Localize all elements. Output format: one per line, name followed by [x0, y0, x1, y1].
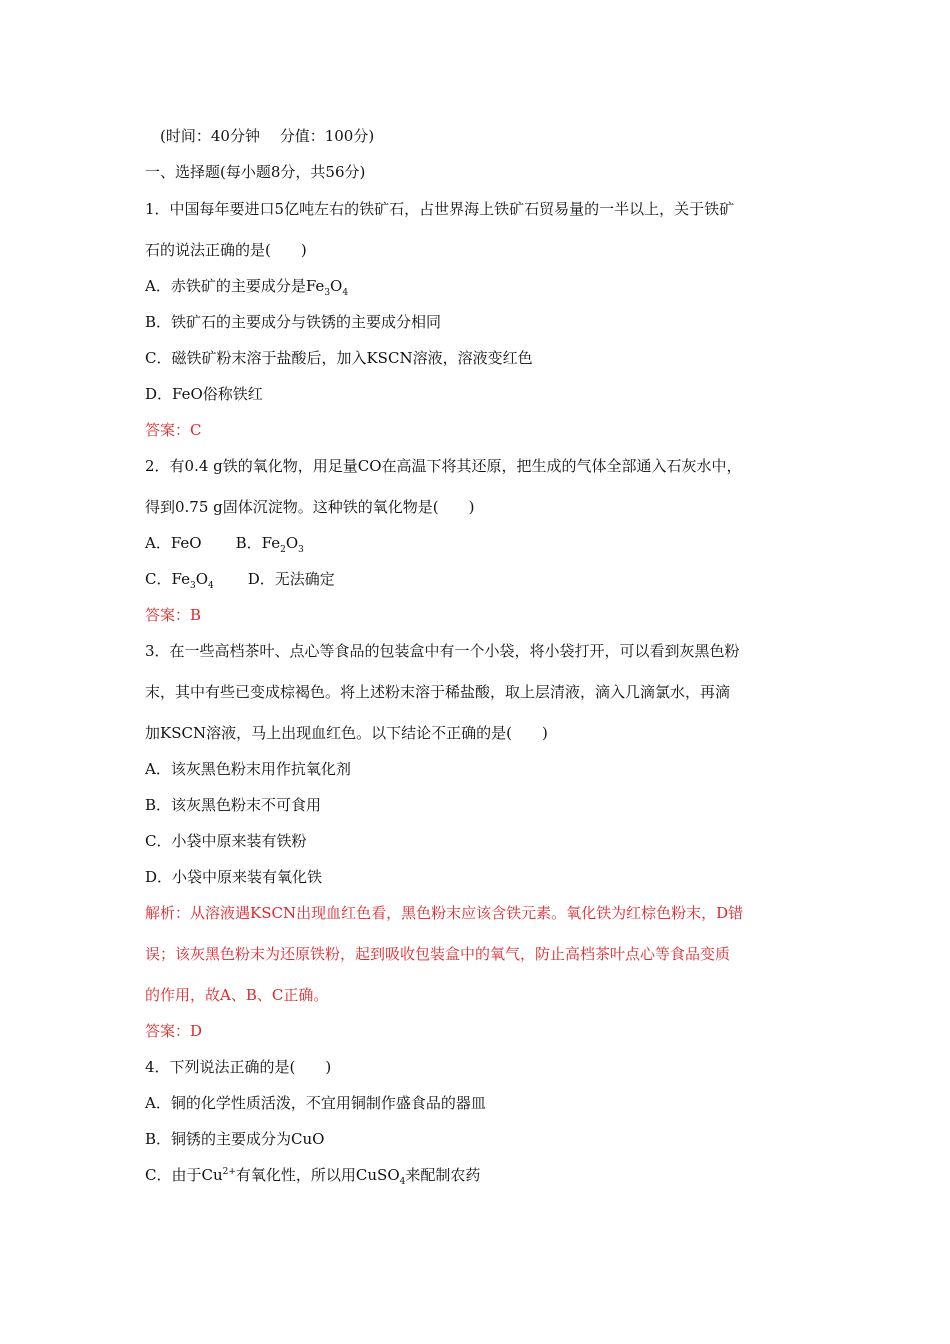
q1-answer: 答案：C	[145, 421, 202, 439]
q1-option-a-sub2: 4	[342, 288, 349, 298]
time-score-line: (时间：40分钟 分值：100分)	[160, 127, 375, 145]
q2-stem-line2: 得到0.75 g固体沉淀物。这种铁的氧化物是( )	[145, 498, 475, 516]
q2-option-b-text: B．Fe	[235, 534, 281, 552]
q3-stem-line2: 末，其中有些已变成棕褐色。将上述粉末溶于稀盐酸，取上层清液，滴入几滴氯水，再滴	[145, 683, 731, 701]
q1-option-c: C．磁铁矿粉末溶于盐酸后，加入KSCN溶液，溶液变红色	[145, 349, 533, 367]
q3-stem-line1: 3．在一些高档茶叶、点心等食品的包装盒中有一个小袋，将小袋打开，可以看到灰黑色粉	[145, 642, 740, 660]
q1-option-b: B．铁矿石的主要成分与铁锈的主要成分相同	[145, 313, 442, 331]
q1-option-a	[145, 276, 348, 296]
q4-option-a: A．铜的化学性质活泼，不宜用铜制作盛食品的器皿	[145, 1094, 486, 1112]
q4-option-c	[145, 1165, 480, 1185]
q3-option-a: A．该灰黑色粉末用作抗氧化剂	[145, 760, 351, 778]
q4-stem: 4．下列说法正确的是( )	[145, 1058, 332, 1076]
q2-option-c-sub2: 4	[208, 581, 214, 591]
q3-stem-line3: 加KSCN溶液，马上出现血红色。以下结论不正确的是( )	[145, 724, 548, 742]
q4-option-c-sub: 4	[399, 1177, 406, 1187]
q2-option-c-mid: O	[195, 570, 208, 588]
q1-option-a-sub1: 3	[324, 288, 331, 298]
q2-option-c-sub1: 3	[189, 581, 196, 591]
q3-option-c: C．小袋中原来装有铁粉	[145, 832, 307, 850]
q2-answer: 答案：B	[145, 606, 202, 624]
q3-analysis-line3: 的作用，故A、B、C正确。	[145, 986, 329, 1004]
q2-stem-line1: 2．有0.4 g铁的氧化物，用足量CO在高温下将其还原，把生成的气体全部通入石灰水中，	[145, 457, 742, 475]
q2-option-b-mid: O	[285, 534, 299, 552]
q4-option-c-mid: 有氧化性，所以用CuSO	[235, 1166, 400, 1184]
q2-option-b-sub2: 3	[298, 545, 304, 555]
q4-option-c-sup: 2+	[222, 1167, 236, 1177]
q2-option-a: A．FeO	[145, 534, 202, 552]
q3-option-b: B．该灰黑色粉末不可食用	[145, 796, 322, 814]
q4-option-c-text: C．由于Cu	[145, 1166, 223, 1184]
q1-option-a-mid: O	[330, 277, 343, 295]
q1-option-a-text: A．赤铁矿的主要成分是Fe	[145, 277, 325, 295]
q2-options-cd	[145, 569, 335, 589]
q2-option-b-sub1: 2	[280, 545, 286, 555]
q3-option-d: D．小袋中原来装有氧化铁	[145, 868, 323, 886]
q3-analysis-line1: 解析：从溶液遇KSCN出现血红色看，黑色粉末应该含铁元素。氧化铁为红棕色粉末，D错	[145, 904, 744, 922]
q1-stem-line2: 石的说法正确的是( )	[145, 241, 307, 259]
q4-option-b: B．铜锈的主要成分为CuO	[145, 1130, 325, 1148]
q1-stem-line1: 1．中国每年要进口5亿吨左右的铁矿石，占世界海上铁矿石贸易量的一半以上，关于铁矿	[145, 200, 735, 218]
q3-analysis-line2: 误；该灰黑色粉末为还原铁粉，起到吸收包装盒中的氧气，防止高档茶叶点心等食品变质	[145, 945, 731, 963]
q1-option-d: D．FeO俗称铁红	[145, 385, 263, 403]
q3-answer: 答案：D	[145, 1022, 203, 1040]
q4-option-c-post: 来配制农药	[405, 1166, 481, 1184]
q2-options-ab	[145, 533, 304, 553]
q2-option-c-text: C．Fe	[145, 570, 190, 588]
q2-option-d: D．无法确定	[247, 570, 335, 588]
section-title: 一、选择题(每小题8分，共56分)	[145, 163, 366, 181]
